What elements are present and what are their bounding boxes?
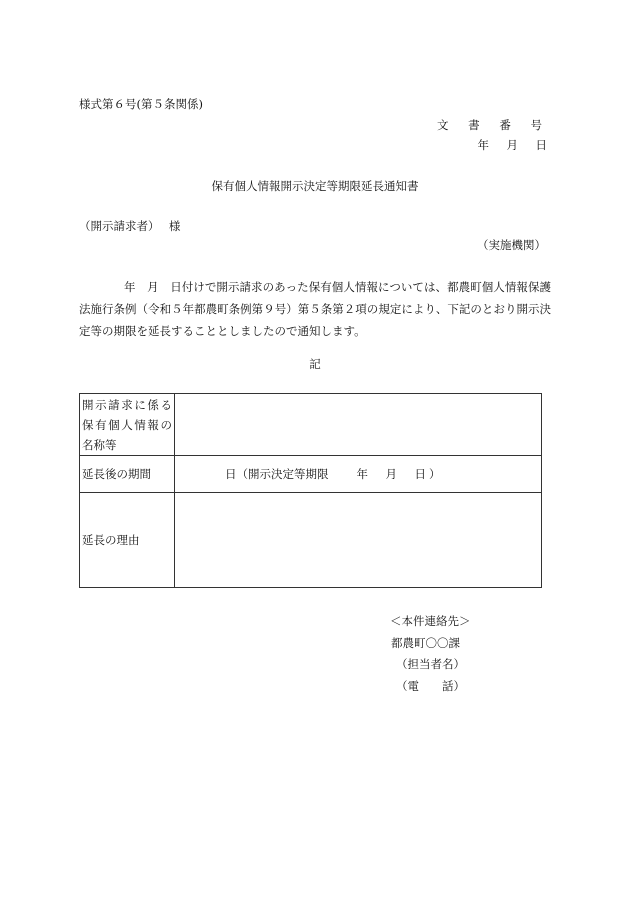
ki-heading: 記: [309, 357, 321, 371]
label-line: 名称等: [82, 438, 117, 452]
label-extension-reason: 延長の理由: [80, 493, 175, 588]
value-extension-reason[interactable]: [175, 493, 542, 588]
notice-body: 年 月 日付けで開示請求のあった保有個人情報については、都農町個人情報保護法施行条例（令和５年都農町条例第９号）第５条第２項の規定により、下記のとおり開示決定等の期限を延長することとしましたので通知します。: [79, 280, 551, 338]
table-row-name: [80, 394, 542, 456]
info-table: [79, 393, 542, 588]
period-deadline-date: 年 月 日）: [356, 467, 444, 481]
label-extended-period: 延長後の期間: [80, 456, 175, 493]
contact-phone: （電 話）: [396, 678, 465, 693]
contact-dept: 都農町〇〇課: [391, 635, 460, 650]
period-day-text: 日（開示決定等期限: [225, 467, 329, 481]
contact-heading: ＜本件連絡先＞: [390, 614, 471, 628]
recipient-line: （開示請求者） 様: [79, 219, 181, 233]
implementing-agency: （実施機関）: [477, 238, 546, 252]
contact-block: [390, 611, 471, 697]
form-number: 様式第６号(第５条関係): [79, 97, 203, 111]
document-title: 保有個人情報開示決定等期限延長通知書: [211, 179, 419, 193]
document-number-label: 文 書 番 号: [437, 118, 550, 132]
value-info-name[interactable]: [175, 394, 542, 456]
document-date-label: 年 月 日: [477, 138, 550, 152]
label-info-name: [80, 394, 175, 456]
value-extended-period[interactable]: [175, 456, 542, 493]
label-line: 保有個人情報の: [82, 418, 172, 432]
table-row-reason: [80, 493, 542, 588]
table-row-period: [80, 456, 542, 493]
contact-person: （担当者名）: [396, 657, 465, 671]
label-line: 開示請求に係る: [82, 398, 172, 412]
